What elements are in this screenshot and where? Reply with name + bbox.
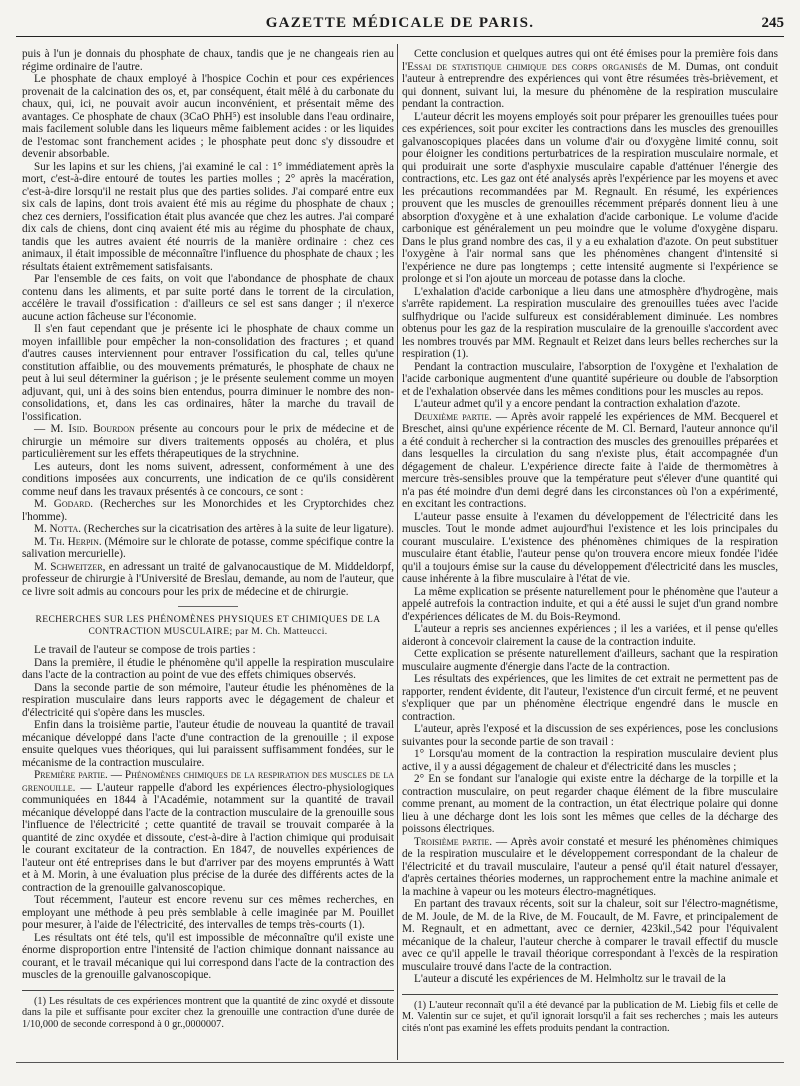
paragraph [22, 523, 394, 536]
paragraph: Pendant la contraction musculaire, l'absorption de l'oxygène et l'exhalation de l'acide carbonique augmentent d'une quantité supérieure ou double de l'absorption et de l'exhalation observée dans les mêmes conditions pour les muscles au repos. [402, 360, 778, 398]
author-name: M. Notta. [34, 523, 82, 535]
author-name: M. Schweitzer [34, 560, 103, 573]
paragraph-text: de M. Dumas, ont conduit l'auteur à entreprendre des expériences qui vont être résumées très-brièvement, et qui donnent, suivant lui, la mesure du phénomène de la respiration musculaire pendant la contraction. [402, 60, 778, 110]
part-heading: Deuxième partie. [414, 410, 492, 423]
paragraph: En partant des travaux récents, soit sur la chaleur, soit sur l'électro-magnétisme, de M. Joule, de M. de la Rive, de M. Foucault, de M. Favre, et principalement de M. Regnault, et en admettant, avec ce dernier, 423kil.,542 pour l'équivalent mécanique de la chaleur, l'auteur cherche à comparer le travail effectif du muscle avec ce qu'il appelle le travail théorique correspondant à l'excès de la respiration musculaire trouvé dans l'acte de la contraction. [402, 898, 778, 973]
paragraph [402, 411, 778, 511]
paragraph-text: — Après avoir rappelé les expériences de MM. Becquerel et Breschet, ainsi qu'une expérience récente de M. Cl. Bernard, l'auteur annonce qu'il a été conduit à rechercher si la contraction des muscles des grenouilles préparées et dans lesquelles la circulation du sang n'existe plus, était accompagnée d'un dégagement de chaleur. L'expérience directe faite à l'aide de thermomètres à mercure très-sensibles prouve que la température peut s'élever d'une quantité qui n'a pas été moindre d'un demi degré dans les circonstances où l'on a expérimenté, en excitant les contractions. [402, 410, 778, 510]
part-heading: Première partie. [34, 769, 108, 781]
work-title: Essai de statistique chimique des corps organisés [407, 60, 648, 73]
footnote: (1) L'auteur reconnaît qu'il a été devancé par la publication de M. Liebig fils et celle de M. Valentin sur ce sujet, et qu'il ignorait lorsqu'il a fait ses recherches ; mais les auteurs cités n'ont pas examiné les effets produits pendant la contraction. [402, 999, 778, 1034]
page-header [16, 14, 784, 37]
column-divider [397, 44, 398, 1060]
section-heading-line-2: CONTRACTION MUSCULAIRE; par M. Ch. Matteucci. [88, 626, 328, 637]
paragraph-text: présente au concours pour le prix de médecine et de chirurgie un mémoire sur divers traitements opposés au choléra, et plus particulièrement sur les effets thérapeutiques de la strychnine. [22, 423, 394, 460]
paragraph: L'auteur décrit les moyens employés soit pour préparer les grenouilles tuées pour ces expériences, soit pour exciter les contractions dans les muscles des grenouilles galvanoscopiques placées dans un volume d'air ou d'oxygène limité connu, soit pour éloigner les conditions perturbatrices de la respiration musculaire normale, et qui produirait une sorte d'asphyxie musculaire capable d'atténuer l'énergie des contractions, etc. Les gaz ont été analysés après l'expérience par les moyens et avec les précautions recommandées par M. Regnault. En résumé, les expériences prouvent que les muscles de grenouilles récemment préparés donnent lieu à une absorption d'oxygène et à une exhalation d'acide carbonique. Le volume d'acide carbonique est généralement un peu moindre que le volume d'oxygène disparu. Dans le plus grand nombre des cas, il y a eu exhalation d'azote. On peut substituer l'oxygène à l'air normal sans que les phénomènes changent d'intensité si l'expérience ne dure pas longtemps ; cette intensité augmente si l'expérience se prolonge et si l'on ajoute un morceau de potasse dans la cloche. [402, 110, 778, 285]
paragraph: 1° Lorsqu'au moment de la contraction la respiration musculaire devient plus active, il y a aussi dégagement de chaleur et d'électricité dans les muscles ; [402, 748, 778, 773]
paragraph: Cette explication se présente naturellement d'ailleurs, sachant que la respiration musculaire augmente d'énergie dans l'acte de la contraction. [402, 648, 778, 673]
paragraph [402, 48, 778, 111]
paragraph: L'auteur a repris ses anciennes expériences ; il les a variées, et il pense qu'elles aideront à concevoir clairement la cause de la contraction induite. [402, 623, 778, 648]
paragraph: Dans la seconde partie de son mémoire, l'auteur étudie les phénomènes de la respiration musculaire dans leurs rapports avec le dégagement de chaleur et d'électricité qui s'opère dans les muscles. [22, 681, 394, 719]
author-name: M. Isid. Bourdon [50, 423, 135, 435]
author-name: M. Godard. [34, 498, 94, 510]
section-heading [22, 615, 394, 638]
paragraph [22, 498, 394, 523]
paragraph: Sur les lapins et sur les chiens, j'ai examiné le cal : 1° immédiatement après la mort, c'est-à-dire entouré de toutes les parties molles ; 2° après la macération, c'est-à-dire lorsqu'il ne restait plus que des parties solides. J'ai comparé entre eux six cals de lapins, dont trois avaient été mis au régime du phosphate de chaux ; chez ces derniers, l'ossification était plus avancée que chez les autres. J'ai comparé dix cals de chiens, dont cinq avaient été mis au régime du phosphate de chaux, tandis que les autres avaient été nourris de la manière ordinaire : chez ces animaux, il était impossible de méconnaître l'influence du phosphate de chaux ; les résultats étaient extrêmement satisfaisants. [22, 160, 394, 273]
right-column [402, 48, 778, 1058]
paragraph: L'auteur passe ensuite à l'examen du développement de l'électricité dans les muscles. Tout le monde admet aujourd'hui l'existence et les lois principales du courant musculaire. L'existence des phénomènes chimiques de la respiration musculaire étant établie, l'auteur pense qu'on trouvera encore mieux fondée l'idée qu'il a toujours émise sur la cause du développement d'électricité dans les muscles, cause inhérente à la fibre musculaire à l'état de vie. [402, 510, 778, 585]
footnote: (1) Les résultats de ces expériences montrent que la quantité de zinc oxydé et dissoute dans la pile et suffisante pour exciter chez la grenouille une contraction d'une durée de 1/10,000 de seconde correspond à 0 gr.,0000007. [22, 995, 394, 1030]
paragraph: Les résultats des expériences, que les limites de cet extrait ne permettent pas de rapporter, rendent évidente, dit l'auteur, l'existence d'un circuit fermé, et ne peuvent s'expliquer que par un phénomène électrique engendré dans le muscle en contraction. [402, 673, 778, 723]
paragraph: Dans la première, il étudie le phénomène qu'il appelle la respiration musculaire dans l'acte de la contraction au point de vue des effets chimiques observés. [22, 656, 394, 681]
paragraph-text: , en adressant un traité de galvanocaustique de M. Middeldorpf, professeur de chirurgie à l'Université de Breslau, demande, au nom de l'auteur, que ce livre soit admis au concours pour les prix de médecine et de chirurgie. [22, 560, 394, 598]
footnote-rule [402, 994, 778, 995]
paragraph-text: (Recherches sur les Monorchides et les Cryptorchides chez l'homme). [22, 498, 394, 523]
paragraph: Les auteurs, dont les noms suivent, adressent, conformément à une des conditions imposées aux concurrents, une indication de ce qu'ils considèrent comme neuf dans les travaux présentés à ce concours, ce sont : [22, 460, 394, 498]
paragraph-text: (Mémoire sur le chlorate de potasse, comme spécifique contre la salivation mercurielle). [22, 535, 394, 560]
page-bottom-rule [16, 1062, 784, 1063]
paragraph [22, 423, 394, 461]
paragraph: Enfin dans la troisième partie, l'auteur étudie de nouveau la quantité de travail mécanique développé dans l'acte d'une contraction de la grenouille ; il expose ensuite quelques vues théoriques, qui lui paraissent suffisamment fondées, sur le mécanisme de la contraction musculaire. [22, 719, 394, 769]
paragraph: La même explication se présente naturellement pour le phénomène que l'auteur a appelé autrefois la contraction induite, et qui a été aussi le sujet d'un grand nombre d'expériences délicates de M. du Bois-Reymond. [402, 585, 778, 623]
part-heading: Troisième partie. [414, 835, 493, 848]
paragraph: L'exhalation d'acide carbonique a lieu dans une atmosphère d'hydrogène, mais s'arrête rapidement. La respiration musculaire des grenouilles tuées avec l'acide sulfhydrique ou l'acide sulfureux est considérablement diminuée. Les nombres obtenus pour les gaz de la respiration musculaire de la grenouille s'accordent avec les nombres trouvés par MM. Regnault et Reizet dans leurs belles recherches sur la respiration (1). [402, 285, 778, 360]
footnote-rule [22, 990, 394, 991]
journal-title: GAZETTE MÉDICALE DE PARIS. [265, 15, 535, 31]
left-column [22, 48, 394, 1058]
paragraph: Tout récemment, l'auteur est encore revenu sur ces mêmes recherches, en employant une méthode à peu près semblable à celle imaginée par M. Pouillet pour mesurer, à l'aide de l'électricité, des intervalles de temps très-courts (1). [22, 894, 394, 931]
paragraph: Le phosphate de chaux employé à l'hospice Cochin et pour ces expériences provenait de la calcination des os, et, par conséquent, était mêlé à du carbonate du chaux, qui, ici, ne pouvait avoir aucun inconvénient, et présentait même des avantages. Ce phosphate de chaux (3CaO PhH⁵) est insoluble dans l'eau ordinaire, mais facilement soluble dans les liqueurs même faiblement acides : or les liquides de l'estomac sont franchement acides ; le phosphate peut donc s'y dissoudre et devenir absorbable. [22, 73, 394, 160]
paragraph-text: — L'auteur rappelle d'abord les expériences électro-physiologiques communiquées en 1844 à l'Académie, notamment sur la quantité de travail mécanique développé dans l'acte de la contraction musculaire de la grenouille sous l'influence de l'électricité ; cette quantité de travail se trouvait comparée à la quantité de zinc oxydée et dissoute, c'est-à-dire à l'action chimique qui produisait le courant excitateur de la contraction. En 1847, de nouvelles expériences de l'auteur ont été entreprises dans le but d'arriver par des moyens empruntés à Watt et à M. Morin, à une évaluation plus précise de la durée des différents actes de la contraction de la grenouille galvanoscopique. [22, 781, 394, 894]
paragraph [22, 769, 394, 894]
section-heading-line-1: RECHERCHES SUR LES PHÉNOMÈNES PHYSIQUES ET CHIMIQUES DE LA [35, 615, 381, 625]
paragraph: Il s'en faut cependant que je présente ici le phosphate de chaux comme un moyen infaillible pour empêcher la non-consolidation des fractures ; et quand d'autres causes interviennent pour entraver l'ossification du cal, telles qu'une constitution affaiblie, ou des mouvements prématurés, le phosphate de chaux ne peut à lui seul déterminer la guérison ; je le présente seulement comme un moyen adjuvant, qui, uni à des soins bien entendus, pourra diminuer le nombre des non-consolidations, et, dans les cas ordinaires, hâter la marche du travail de l'ossification. [22, 323, 394, 423]
paragraph [22, 561, 394, 599]
paragraph-text: — Après avoir constaté et mesuré les phénomènes chimiques de la respiration musculaire et le développement correspondant de la chaleur de l'électricité et du travail musculaire, l'auteur a pensé qu'il était naturel d'essayer, d'après certaines théories modernes, un rapprochement entre la machine animale et la machine à vapeur ou les moteurs électro-magnétiques. [402, 835, 778, 898]
dash: — [34, 423, 51, 435]
paragraph: Les résultats ont été tels, qu'il est impossible de méconnaître qu'il existe une énorme disproportion entre l'intensité de l'action chimique donnant naissance au courant, et le travail mécanique qui lui correspond dans l'acte de la contraction des muscles de la grenouille galvanoscopique. [22, 931, 394, 981]
paragraph: Par l'ensemble de ces faits, on voit que l'abondance de phosphate de chaux contenu dans les aliments, et par suite porté dans le torrent de la circulation, accélère le travail d'ossification : d'ailleurs ce sel est sans danger ; il n'exerce aucune action fâcheuse sur l'économie. [22, 273, 394, 323]
paragraph: puis à l'un je donnais du phosphate de chaux, tandis que je ne changeais rien au régime ordinaire de l'autre. [22, 48, 394, 73]
part-subheading: — Phénomènes chimiques de la respiration des muscles de la grenouille. [22, 769, 394, 794]
author-name: M. Th. Herpin. [34, 535, 102, 548]
page-number: 245 [761, 15, 784, 31]
section-rule [178, 606, 238, 607]
paragraph [22, 536, 394, 561]
paragraph: L'auteur, après l'exposé et la discussion de ses expériences, pose les conclusions suivantes pour la seconde partie de son travail : [402, 723, 778, 748]
paragraph: 2° En se fondant sur l'analogie qui existe entre la décharge de la torpille et la contraction musculaire, on peut regarder chaque élément de la fibre musculaire comme prenant, au moment de la contraction, un état électrique polaire qui donne lieu à une décharge dont les lois sont les mêmes que celles de la décharge des poissons électriques. [402, 773, 778, 835]
paragraph-text: (Recherches sur la cicatrisation des artères à la suite de leur ligature). [81, 523, 394, 535]
paragraph: L'auteur admet qu'il y a encore pendant la contraction exhalation d'azote. [414, 398, 741, 410]
paragraph [402, 836, 778, 899]
paragraph: L'auteur a discuté les expériences de M. Helmholtz sur le travail de la [414, 973, 726, 985]
paragraph: Le travail de l'auteur se compose de trois parties : [34, 644, 256, 656]
paragraph-text: Cette conclusion et quelques autres qui ont été émises pour la première fois dans l' [402, 48, 778, 73]
